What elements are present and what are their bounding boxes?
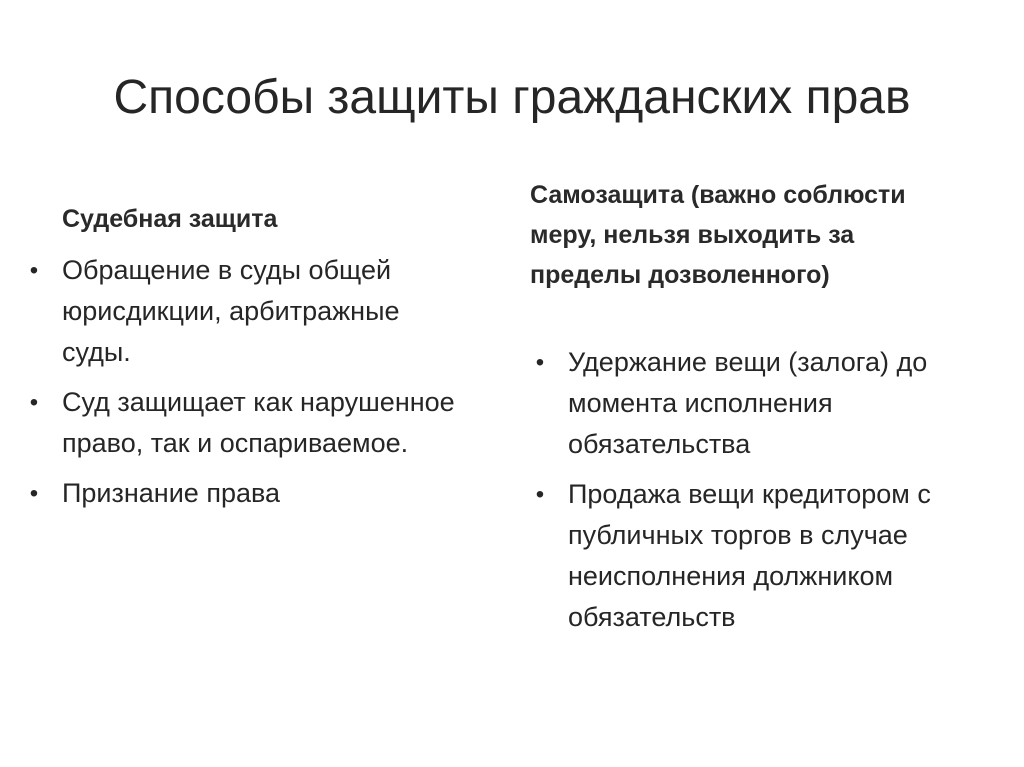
list-item-text: Суд защищает как нарушенное право, так и оспариваемое. — [62, 387, 455, 458]
bullet-icon: • — [29, 480, 39, 507]
list-item — [24, 382, 474, 464]
list-item — [24, 250, 474, 373]
list-item — [530, 474, 970, 638]
list-item-text: Обращение в суды общей юрисдикции, арбитражные суды. — [62, 255, 400, 367]
left-bullet-list — [24, 250, 474, 523]
list-item-text: Удержание вещи (залога) до момента исполнения обязательства — [568, 347, 928, 459]
left-column-heading: Судебная защита — [62, 205, 278, 233]
right-column-heading: Самозащита (важно соблюсти меру, нельзя выходить за пределы дозволенного) — [530, 181, 906, 289]
list-item — [530, 342, 970, 465]
list-item-text: Продажа вещи кредитором с публичных торгов в случае неисполнения должником обязательств — [568, 479, 931, 632]
right-bullet-list — [530, 342, 970, 647]
list-item — [24, 473, 474, 514]
slide-title: Способы защиты гражданских прав — [113, 71, 911, 124]
bullet-icon: • — [29, 257, 39, 284]
bullet-icon: • — [535, 349, 545, 376]
bullet-icon: • — [29, 389, 39, 416]
list-item-text: Признание права — [62, 478, 281, 508]
bullet-icon: • — [535, 481, 545, 508]
